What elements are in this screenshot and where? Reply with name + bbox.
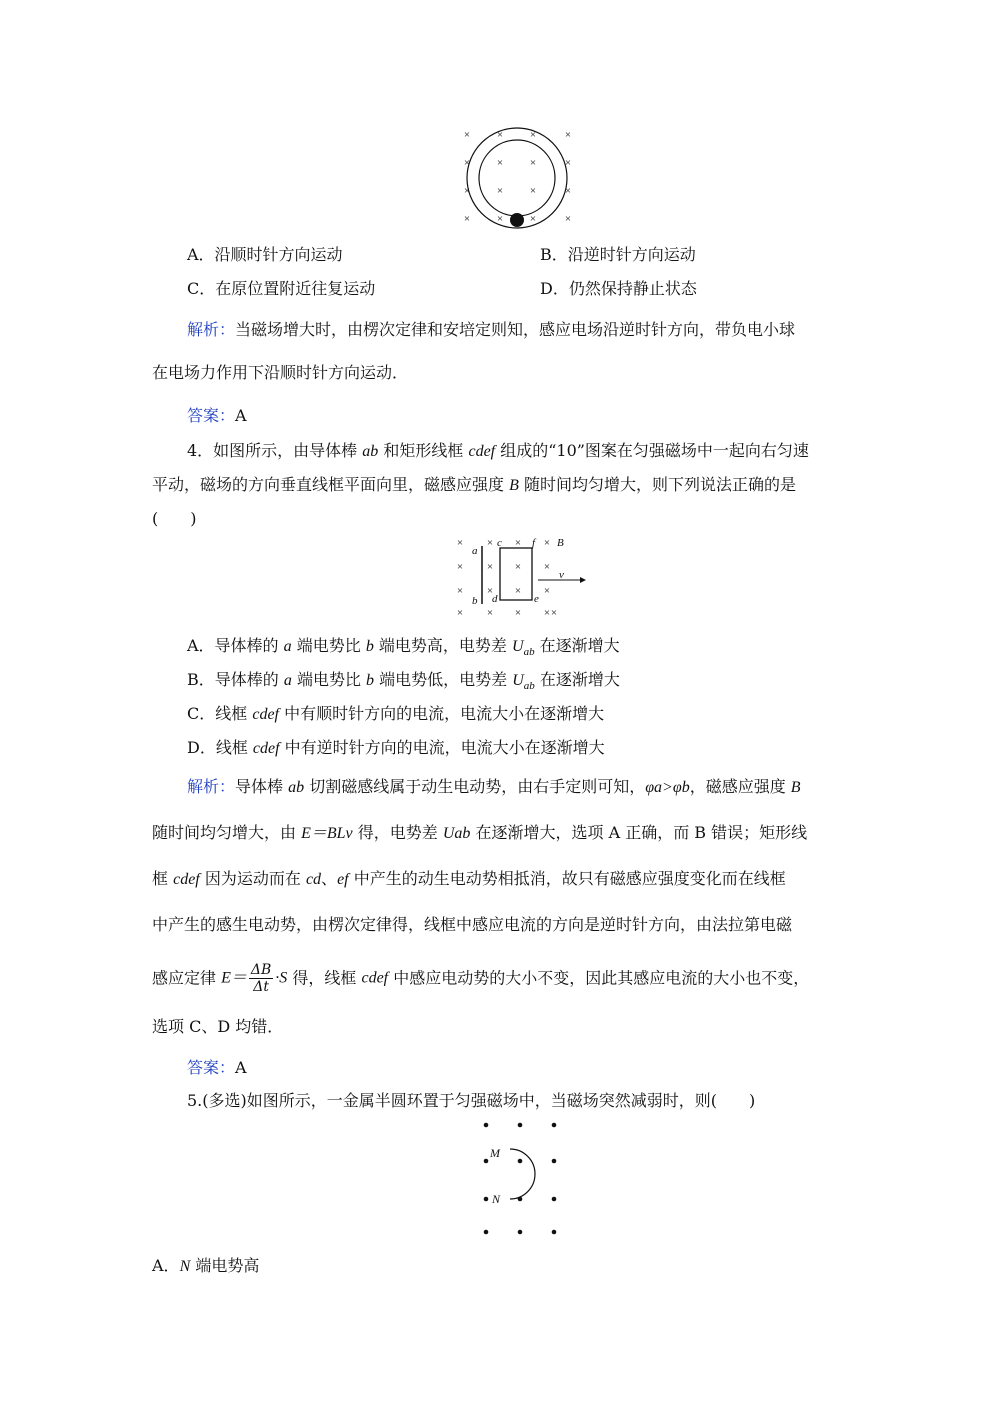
q4-stem-line2: 平动，磁场的方向垂直线框平面向里，磁感应强度 B 随时间均匀增大，则下列说法正确的是 (152, 475, 796, 494)
svg-text:×: × (514, 585, 522, 597)
charged-ball (510, 213, 524, 227)
svg-text:×: × (486, 561, 494, 573)
q4-option-a: A．导体棒的 a 端电势比 b 端电势高，电势差 $U_{ab}$ 在逐渐增大 (187, 636, 620, 659)
label-B: B (557, 537, 564, 549)
svg-text:×: × (456, 585, 464, 597)
svg-text:×: × (529, 185, 537, 197)
q5-option-a: A．N 端电势高 (152, 1256, 260, 1275)
q4-stem-bracket: ( ) (152, 509, 197, 528)
q3-analysis: 解析：当磁场增大时，由楞次定律和安培定则知，感应电场沿逆时针方向，带负电小球 (187, 320, 796, 339)
label-c: c (497, 537, 502, 549)
q3-option-c: C．在原位置附近往复运动 (187, 279, 376, 298)
q4-option-c: C．线框 cdef 中有顺时针方向的电流，电流大小在逐渐增大 (187, 704, 605, 723)
svg-text:×: × (496, 129, 504, 141)
svg-text:×: × (496, 213, 504, 225)
svg-text:×: × (564, 213, 572, 225)
svg-text:×: × (486, 537, 494, 549)
answer-label: 答案： (187, 406, 236, 425)
analysis-label: 解析： (187, 320, 236, 339)
q4-analysis-line4: 中产生的感生电动势，由楞次定律得，线框中感应电流的方向是逆时针方向，由法拉第电磁 (152, 915, 793, 934)
svg-text:×: × (463, 129, 471, 141)
rod-frame-figure (452, 534, 592, 618)
q4-answer: 答案：A (187, 1058, 247, 1077)
svg-text:×: × (456, 561, 464, 573)
q3-answer: 答案：A (187, 406, 247, 425)
q3-option-b: B．沿逆时针方向运动 (540, 245, 696, 264)
label-d: d (492, 593, 498, 605)
label-b: b (472, 595, 478, 607)
svg-text:×: × (550, 607, 558, 619)
label-f: f (532, 537, 536, 549)
label-a: a (472, 545, 478, 557)
svg-text:×: × (529, 213, 537, 225)
answer-label: 答案： (187, 1058, 236, 1077)
svg-text:×: × (463, 185, 471, 197)
fraction: $\frac{\Delta B}{\Delta t}$ (250, 962, 272, 995)
svg-text:×: × (543, 585, 551, 597)
svg-text:×: × (529, 157, 537, 169)
svg-text:×: × (486, 607, 494, 619)
q4-analysis-line6: 选项 C、D 均错． (152, 1017, 284, 1036)
q3-option-a: A．沿顺时针方向运动 (187, 245, 343, 264)
svg-text:×: × (543, 561, 551, 573)
q4-option-d: D．线框 cdef 中有逆时针方向的电流，电流大小在逐渐增大 (187, 738, 605, 757)
semicircle-figure (476, 1115, 566, 1240)
svg-text:×: × (543, 607, 551, 619)
svg-text:×: × (496, 185, 504, 197)
svg-text:×: × (529, 129, 537, 141)
svg-text:×: × (456, 607, 464, 619)
analysis-label: 解析： (187, 777, 236, 796)
q4-analysis-line3: 框 cdef 因为运动而在 cd、ef 中产生的动生电动势相抵消，故只有磁感应强度变化而在线框 (152, 869, 786, 888)
svg-text:×: × (486, 585, 494, 597)
svg-text:×: × (456, 537, 464, 549)
label-e: e (534, 593, 539, 605)
svg-text:×: × (496, 157, 504, 169)
label-v: v (559, 569, 564, 581)
q4-analysis-line5: 感应定律 E＝ $\frac{\Delta B}{\Delta t}$ ·S 得，线框 cdef 中感应电动势的大小不变，因此其感应电流的大小也不变， (152, 962, 810, 995)
q4-analysis-line1: 解析：导体棒 ab 切割磁感线属于动生电动势，由右手定则可知，φa>φb，磁感应强度 B (187, 777, 801, 796)
q4-option-b: B．导体棒的 a 端电势比 b 端电势低，电势差 $U_{ab}$ 在逐渐增大 (187, 670, 620, 693)
q5-stem: 5.(多选)如图所示，一金属半圆环置于匀强磁场中，当磁场突然减弱时，则( ) (187, 1091, 756, 1110)
q4-analysis-line2: 随时间均匀增大，由 E＝BLv 得，电势差 Uab 在逐渐增大，选项 A 正确，而 B 错误；矩形线 (152, 823, 808, 842)
svg-text:×: × (463, 157, 471, 169)
svg-text:×: × (463, 213, 471, 225)
ring-figure (455, 122, 580, 232)
q3-option-d: D．仍然保持静止状态 (540, 279, 697, 298)
svg-text:×: × (564, 157, 572, 169)
q3-analysis-cont: 在电场力作用下沿顺时针方向运动． (152, 363, 409, 382)
q4-stem-line1: 4．如图所示，由导体棒 ab 和矩形线框 cdef 组成的“10”图案在匀强磁场中一起向右匀速 (187, 441, 809, 460)
label-M: M (490, 1146, 500, 1160)
svg-text:×: × (514, 607, 522, 619)
svg-text:×: × (564, 129, 572, 141)
svg-text:×: × (564, 185, 572, 197)
svg-text:×: × (514, 537, 522, 549)
svg-text:×: × (514, 561, 522, 573)
label-N: N (492, 1192, 501, 1206)
svg-text:×: × (543, 537, 551, 549)
